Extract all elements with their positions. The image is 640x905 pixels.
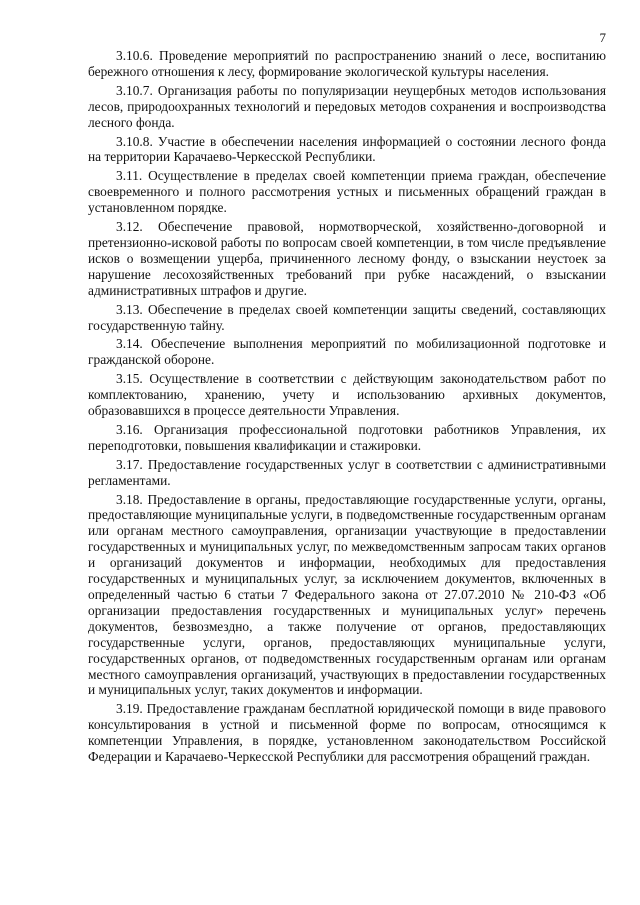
paragraph-3-12: 3.12. Обеспечение правовой, нормотворческой, хозяйственно-договорной и претензионно-исковой работы по вопросам своей компетенции, в том числе предъявление исков о возмещении ущерба, причиненного лесному фонду, о взыскании неустоек за нарушение лесохозяйственных требований при рубке насаждений, о взыскании административных штрафов и другие. xyxy=(88,219,606,298)
paragraph-3-16: 3.16. Организация профессиональной подготовки работников Управления, их переподготовки, повышения квалификации и стажировки. xyxy=(88,421,606,453)
paragraph-3-13: 3.13. Обеспечение в пределах своей компетенции защиты сведений, составляющих государственную тайну. xyxy=(88,301,606,333)
paragraph-3-18: 3.18. Предоставление в органы, предоставляющие государственные услуги, органы, предоставляющие муниципальные услуги, в подведомственные государственным органам или органам местного самоуправления, организации участвующие в предоставлении государственных и муниципальных услуг, по межведомственным запросам таких органов и организаций документов и информации, необходимых для предоставления государственных и муниципальных услуг, за исключением документов, включенных в определенный частью 6 статьи 7 Федерального закона от 27.07.2010 № 210-ФЗ «Об организации предоставления государственных и муниципальных услуг» перечень документов, безвозмездно, а также получение от органов, предоставляющих государственные услуги, органов, предоставляющих муниципальные услуги, государственных органов, от подведомственных государственным органам или органам местного самоуправления организаций, участвующих в предоставлении государственных и муниципальных услуг, таких документов и информации. xyxy=(88,491,606,698)
paragraph-3-17: 3.17. Предоставление государственных услуг в соответствии с административными регламентами. xyxy=(88,456,606,488)
paragraph-3-11: 3.11. Осуществление в пределах своей компетенции приема граждан, обеспечение своевременного и полного рассмотрения устных и письменных обращений граждан в установленном порядке. xyxy=(88,168,606,216)
paragraph-3-15: 3.15. Осуществление в соответствии с действующим законодательством работ по комплектованию, хранению, учету и использованию архивных документов, образовавшихся в процессе деятельности Управления. xyxy=(88,371,606,419)
paragraph-3-10-6: 3.10.6. Проведение мероприятий по распространению знаний о лесе, воспитанию бережного отношения к лесу, формирование экологической культуры населения. xyxy=(88,48,606,79)
paragraph-3-10-8: 3.10.8. Участие в обеспечении населения информацией о состоянии лесного фонда на территории Карачаево-Черкесской Республики. xyxy=(88,133,606,165)
paragraph-3-10-7: 3.10.7. Организация работы по популяризации неущербных методов использования лесов, природоохранных технологий и передовых методов сохранения и воспроизводства лесного фонда. xyxy=(88,82,606,130)
page-number: 7 xyxy=(599,30,606,45)
paragraph-3-14: 3.14. Обеспечение выполнения мероприятий по мобилизационной подготовке и гражданской обороне. xyxy=(88,336,606,368)
paragraph-3-19: 3.19. Предоставление гражданам бесплатной юридической помощи в виде правового консультирования в устной и письменной форме по вопросам, относящимся к компетенции Управления, в порядке, установленном законодательством Российской Федерации и Карачаево-Черкесской Республики для рассмотрения обращений граждан. xyxy=(88,701,606,765)
document-body xyxy=(88,48,606,768)
